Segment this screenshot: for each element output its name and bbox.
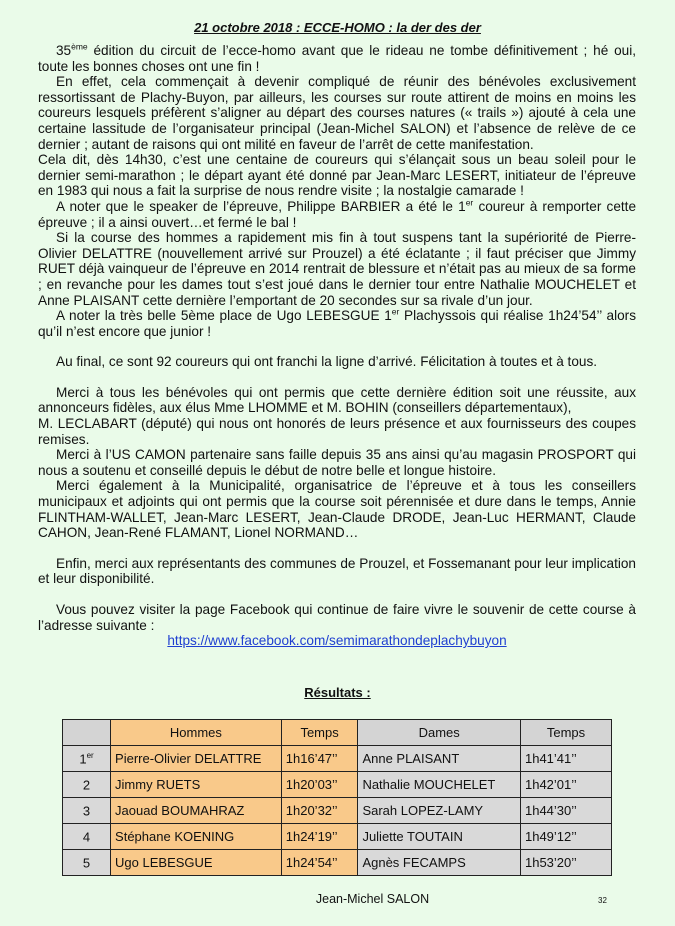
men-name-cell	[111, 850, 282, 876]
men-name-cell	[111, 772, 282, 798]
header-men: Hommes	[111, 720, 282, 746]
header-men-time: Temps	[281, 720, 358, 746]
rank-cell	[63, 850, 111, 876]
page-number: 32	[598, 896, 607, 905]
paragraph-race: Si la course des hommes a rapidement mis fin à tout suspens tant la supériorité de Pierre-Olivier DELATTRE (nouvellement arrivé sur Prouzel) a été éclatante ; il faut préciser que Jimmy RUET déjà vainqueur de l’épreuve en 2014 rentrait de blessure et n’était pas au mieux de sa forme ; en revanche pour les dames tout s’est joué dans le dernier tour entre Nathalie MOUCHELET et Anne PLAISANT cette dernière l’emportant de 20 secondes sur sa rivale d’un jour.	[38, 230, 636, 308]
header-women-time: Temps	[520, 720, 611, 746]
men-time-cell-text: 1h20’03’’	[285, 777, 338, 792]
men-name-cell-text: Jaouad BOUMAHRAZ	[115, 803, 245, 818]
paragraph-thanks-volunteers: Merci à tous les bénévoles qui ont permis que cette dernière édition soit une réussite, aux annonceurs fidèles, aux élus Mme LHOMME et M. BOHIN (conseillers départementaux),	[38, 384, 636, 416]
header-women: Dames	[358, 720, 521, 746]
women-name-cell-text: Sarah LOPEZ-LAMY	[362, 803, 484, 818]
rank-cell	[63, 746, 111, 772]
intro-text: édition du circuit de l’ecce-homo avant que le rideau ne tombe définitivement ; hé oui, toute les bonnes choses ont une fin !	[38, 43, 636, 74]
men-time-cell-text: 1h16’47’’	[285, 751, 338, 766]
men-name-cell-text: Pierre-Olivier DELATTRE	[115, 751, 262, 766]
women-name-cell	[358, 746, 521, 772]
men-time-cell	[281, 850, 358, 876]
spacer	[38, 370, 636, 385]
women-name-cell	[358, 824, 521, 850]
spacer	[38, 339, 636, 354]
speaker-text-a: A noter que le speaker de l’épreuve, Philippe BARBIER a été le 1	[56, 198, 466, 214]
women-time-cell	[520, 824, 611, 850]
paragraph-speaker	[38, 199, 636, 230]
women-name-cell	[358, 772, 521, 798]
men-name-cell	[111, 824, 282, 850]
rank-cell-text: 2	[82, 777, 91, 793]
women-name-cell-text: Juliette TOUTAIN	[362, 829, 463, 844]
rank-cell-text: 4	[82, 829, 91, 845]
women-time-cell-text: 1h44’30’’	[524, 803, 577, 818]
women-name-cell-text: Nathalie MOUCHELET	[362, 777, 496, 792]
men-name-cell-text: Stéphane KOENING	[115, 829, 235, 844]
women-time-cell-text: 1h41’41’’	[524, 751, 577, 766]
men-name-cell-text: Jimmy RUETS	[115, 777, 201, 792]
men-name-cell	[111, 746, 282, 772]
paragraph-thanks-deputy: M. LECLABART (député) qui nous ont honorés de leurs présence et aux fournisseurs des coupes remises.	[38, 416, 636, 447]
women-name-cell	[358, 850, 521, 876]
paragraph-thanks-partner: Merci à l’US CAMON partenaire sans faille depuis 35 ans ainsi qu’au magasin PROSPORT qui nous a soutenu et conseillé depuis le début de notre belle et longue histoire.	[38, 447, 636, 478]
women-time-cell	[520, 798, 611, 824]
men-time-cell-text: 1h24’54’’	[285, 855, 338, 870]
women-name-cell-text: Agnès FECAMPS	[362, 855, 466, 870]
results-body	[63, 746, 612, 876]
paragraph-start: Cela dit, dès 14h30, c’est une centaine de coureurs qui s’élançait sous un beau soleil pour le dernier semi-marathon ; le départ ayant été donné par Jean-Marc LESERT, initiateur de l’épreuve en 1983 qui nous a fait la surprise de nous rendre visite ; la nostalgie camarade !	[38, 152, 636, 199]
women-name-cell-text: Anne PLAISANT	[362, 751, 460, 766]
table-row	[63, 772, 612, 798]
spacer	[38, 587, 636, 602]
table-row	[63, 798, 612, 824]
results-table	[62, 719, 612, 876]
women-time-cell	[520, 746, 611, 772]
men-time-cell-text: 1h20’32’’	[285, 803, 338, 818]
junior-text-a: A noter la très belle 5ème place de Ugo LEBESGUE 1	[56, 308, 392, 324]
men-time-cell	[281, 798, 358, 824]
table-row	[63, 850, 612, 876]
rank-cell-text: 3	[82, 803, 91, 819]
author-signature: Jean-Michel SALON	[315, 892, 430, 906]
women-time-cell	[520, 772, 611, 798]
edition-number: 35	[56, 43, 72, 58]
facebook-link[interactable]: https://www.facebook.com/semimarathondeplachybuyon	[167, 633, 507, 649]
paragraph-facebook: Vous pouvez visiter la page Facebook qui continue de faire vivre le souvenir de cette course à l’adresse suivante :	[38, 602, 636, 633]
paragraph-junior	[38, 308, 636, 339]
women-time-cell	[520, 850, 611, 876]
women-name-cell	[358, 798, 521, 824]
junior-sup: er	[391, 306, 400, 317]
women-time-cell-text: 1h53’20’’	[524, 855, 577, 870]
article-body	[38, 43, 636, 649]
edition-suffix: ème	[71, 41, 88, 52]
women-time-cell-text: 1h42’01’’	[524, 777, 577, 792]
men-time-cell	[281, 772, 358, 798]
page-title: 21 octobre 2018 : ECCE-HOMO : la der des der	[194, 20, 481, 35]
speaker-text-b: coureur à remporter cette épreuve ; il a ainsi ouvert…et fermé le bal !	[38, 198, 636, 230]
paragraph-context: En effet, cela commençait à devenir compliqué de réunir des bénévoles exclusivement ressortissant de Plachy-Buyon, par ailleurs, les courses sur route attirent de moins en moins les coureurs lesquels préfèrent s’aligner au départ des courses natures (« trails ») ajouté à cela une certaine lassitude de l’organisateur principal (Jean-Michel SALON) et l’absence de relève de ce dernier ; autant de raisons qui ont milité en faveur de l’arrêt de cette manifestation.	[38, 74, 636, 152]
men-name-cell	[111, 798, 282, 824]
paragraph-final: Au final, ce sont 92 coureurs qui ont franchi la ligne d’arrivé. Félicitation à toutes et à tous.	[56, 354, 598, 370]
men-name-cell-text: Ugo LEBESGUE	[115, 855, 213, 870]
rank-suffix: er	[86, 750, 94, 760]
rank-cell	[63, 824, 111, 850]
paragraph-thanks-municipality: Merci également à la Municipalité, organisatrice de l’épreuve et à tous les conseillers municipaux et adjoints qui ont permis que la course soit pérennisée et dure dans le temps, Annie FLINTHAM-WALLET, Jean-Marc LESERT, Jean-Claude DRODE, Jean-Luc HERMANT, Claude CAHON, Jean-René FLAMANT, Lionel NORMAND…	[38, 478, 636, 541]
rank-cell-text: 1	[79, 751, 87, 767]
table-row	[63, 824, 612, 850]
rank-cell-text: 5	[82, 855, 91, 871]
paragraph-intro	[38, 43, 636, 74]
junior-text-b: Plachyssois qui réalise 1h24’54’’ alors qu’il n’est encore que junior !	[38, 308, 636, 339]
spacer	[38, 541, 636, 556]
table-row	[63, 746, 612, 772]
results-header-row	[63, 720, 612, 746]
rank-cell	[63, 798, 111, 824]
women-time-cell-text: 1h49’12’’	[524, 829, 577, 844]
header-rank	[63, 720, 111, 746]
rank-cell	[63, 772, 111, 798]
men-time-cell	[281, 746, 358, 772]
results-title: Résultats :	[304, 685, 371, 700]
men-time-cell	[281, 824, 358, 850]
speaker-sup: er	[465, 197, 474, 208]
link-line	[38, 633, 636, 649]
men-time-cell-text: 1h24’19’’	[285, 829, 338, 844]
paragraph-communes: Enfin, merci aux représentants des communes de Prouzel, et Fossemanant pour leur implication et leur disponibilité.	[38, 555, 636, 587]
